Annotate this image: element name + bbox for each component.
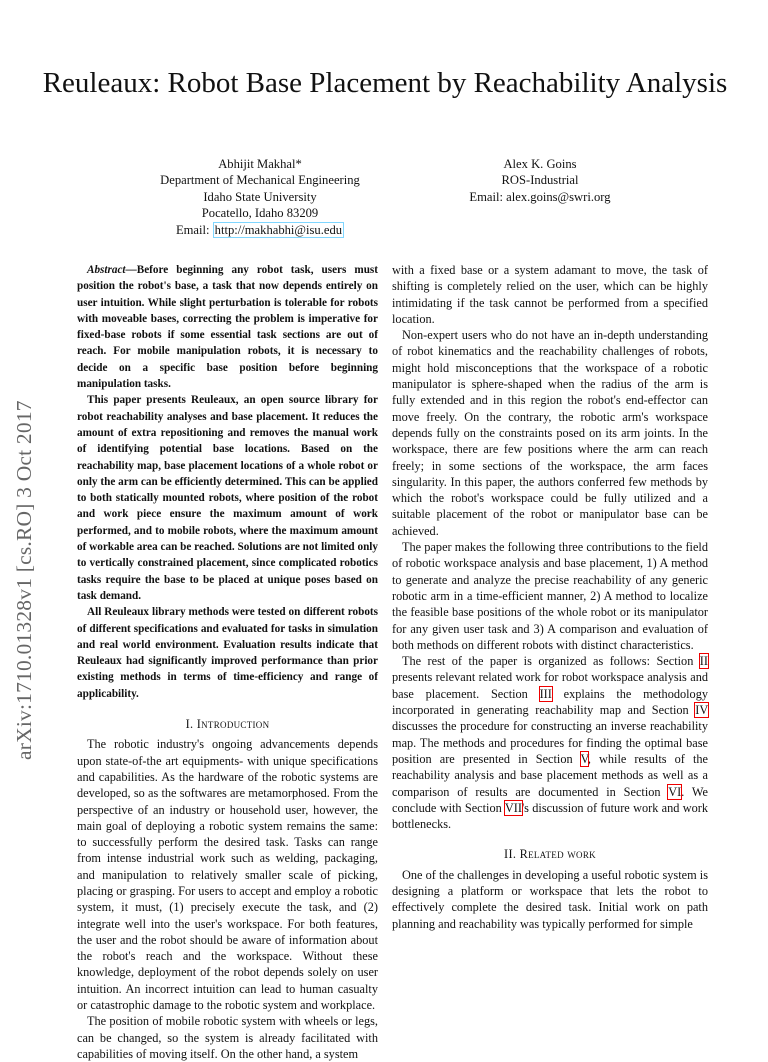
body-paragraph: with a fixed base or a system adamant to move, the task of shifting is completely relied on the user, which can be highly intimidating if the task cannot be performed from a specified location. (392, 263, 708, 326)
abstract-paragraph: This paper presents Reuleaux, an open source library for robot reachability analyses and base placement. It reduces the amount of extra repositioning and removes the manual work of identifying potential base locations. Based on the reachability map, base placement locations of a whole robot or only the arm can be efficiently determined. This can be applied to both statically mounted robots, where position of the robot and work piece ensure the maximum amount of work performed, and to mobile robots, where the maximum amount of workable area can be reached. Solutions are not limited only to vertically constrained placement, since complicated robotics tasks require the base to be placed at unique poses based on task demand. (77, 394, 378, 602)
section-ref-link[interactable]: VI (668, 784, 682, 799)
text: discusses the procedure for constructing an inverse reachability map. The methods and procedures for finding the optimal base position are presented in Section (392, 719, 708, 766)
body-paragraph: The paper makes the following three contributions to the field of robotic workspace analysis and base placement, 1) A method to generate and analyze the precise reachability of any generic robotic arm in a time-efficient manner, 2) A method to localize the feasible base positions of the whole robot or its manipulator for any given user task and 3) A comparison and evaluation of both methods on different robots with distinct characteristics. (392, 540, 708, 652)
author-email: Email: alex.goins@swri.org (469, 189, 611, 204)
author-name: Abhijit Makhal* (218, 157, 302, 171)
text: . We conclude with Section (392, 784, 708, 815)
email-label: Email: (175, 222, 213, 237)
author-name: Alex K. Goins (503, 157, 577, 171)
arxiv-stamp: arXiv:1710.01328v1 [cs.RO] 3 Oct 2017 (12, 400, 36, 760)
abstract-paragraph (77, 262, 378, 392)
body-paragraph: The position of mobile robotic system with wheels or legs, can be changed, so the system is already facilitated with capabilities of moving itself. On the other hand, a system (77, 1014, 378, 1061)
author-address: Pocatello, Idaho 83209 (201, 206, 319, 221)
section-ref-link[interactable]: IV (695, 703, 708, 718)
text: The rest of the paper is organized as follows: Section (402, 654, 700, 669)
body-paragraph (392, 653, 708, 832)
section-ref-link[interactable]: II (699, 654, 708, 669)
text: presents relevant related work for robot workspace analysis and base placement. Section (392, 670, 708, 701)
author-affiliation: Idaho State University (203, 189, 317, 204)
text: 's discussion of future work and work bottlenecks. (392, 800, 709, 832)
author-affiliation: ROS-Industrial (501, 173, 579, 188)
paper-title: Reuleaux: Robot Base Placement by Reachability Analysis (42, 67, 728, 99)
author-block-1 (130, 156, 390, 238)
left-column (77, 262, 378, 1062)
section-ref-link[interactable]: V (580, 751, 588, 766)
text: explains the methodology incorporated in generating reachability map and Section (392, 686, 709, 718)
section-ref-link[interactable]: III (539, 686, 552, 701)
abstract-text: —Before beginning any robot task, users must position the robot's base, a task that now depends entirely on user intuition. While slight perturbation is tolerable for robots with moveable bases, correcting the problem is imperative for fixed-base robots if some essential task sections are out of reach. For mobile manipulation robots, it is necessary to decide on a specific base position before beginning manipulation tasks. (77, 264, 378, 391)
abstract-paragraph: All Reuleaux library methods were tested on different robots of different specifications and evaluated for tasks in simulation and real world environment. Evaluation results indicate that Reuleaux had significantly improved performance than prior existing methods in terms of time-efficiency and range of applicability. (77, 606, 378, 700)
author-affiliation: Department of Mechanical Engineering (160, 173, 360, 188)
author-block-2 (420, 156, 660, 205)
abstract (77, 262, 378, 702)
text: , while results of the reachability analysis and base placement methods as well as a comparison of results are documented in Section (392, 751, 708, 799)
email-link[interactable]: http://makhabhi@isu.edu (214, 222, 343, 237)
abstract-label: Abstract (87, 264, 126, 276)
section-heading-introduction: I. Introduction (185, 717, 270, 732)
section-ref-link[interactable]: VII (504, 800, 522, 815)
author-email (130, 222, 390, 238)
body-paragraph: Non-expert users who do not have an in-depth understanding of robot kinematics and the reachability challenges of robots, might hold misconceptions that the workspace of a robotic manipulator is sphere-shaped when the radius of the arm is fully extended and in this region the robot's end-effector can move freely. On the contrary, the robotic arm's workspace depends fully on the constraints posed on its arm joints. In the workspace, there are few positions where the arm can reach freely; in some sections of the workspace, the arm faces singularity. In this paper, the authors conferred few methods by which the robot's workspace could be fully utilized and a suitable placement of the robot or manipulator base can be achieved. (392, 328, 708, 538)
body-paragraph: The robotic industry's ongoing advancements depends upon state-of-the art equipments- with unique specifications and capabilities. As the hardware of the robotic systems are developed, so as the softwares are metamorphosed. From the perspective of an industry or household user, however, the main goal of deploying a robotic system remains the same: to successfully perform the desired task. Tasks can range from intense industrial work such as welding, packaging, and manipulation to relatively smaller scale of picking, placing or grasping. For users to accept and employ a robotic system, it must, (1) precisely execute the task, and (2) integrate well into the user's workspace. For both features, the user and the robot should be aware of information about the robot's reach and the workspace. Without these knowledge, deployment of the robot depends solely on user intuition. An incorrect intuition can lead to human casualty or catastrophic damage to the robotic system and workplace. (77, 737, 378, 1013)
section-heading-related-work: II. Related work (504, 847, 596, 862)
right-column (392, 262, 708, 932)
body-paragraph: One of the challenges in developing a useful robotic system is designing a platform or workspace that lets the robot to effectively complete the desired task. Initial work on path planning and reachability was typically performed for simple (392, 867, 708, 931)
